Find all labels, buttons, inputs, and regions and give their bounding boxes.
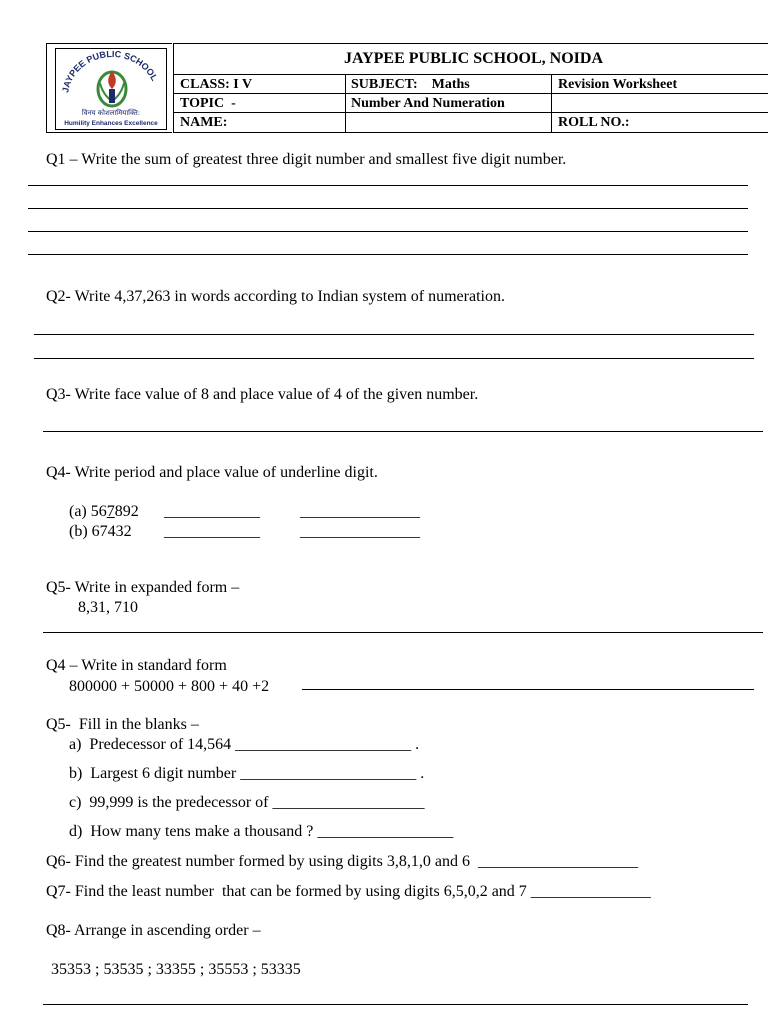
roll-label: ROLL NO.: — [558, 115, 630, 130]
fill-blank-c: c) 99,999 is the predecessor of ___________________ — [69, 794, 425, 811]
question-6: Q6- Find the greatest number formed by using digits 3,8,1,0 and 6 ____________________ — [46, 853, 638, 870]
question-7: Q7- Find the least number that can be formed by using digits 6,5,0,2 and 7 _______________ — [46, 883, 651, 900]
answer-line — [28, 254, 748, 255]
topic-value: Number And Numeration — [351, 96, 505, 111]
underlined-digit: 7 — [106, 503, 115, 520]
q4-b-blank-period: ____________ — [164, 523, 260, 540]
answer-line — [34, 334, 754, 335]
answer-line — [28, 185, 748, 186]
class-label: CLASS: I V — [180, 77, 253, 92]
q8-numbers: 35353 ; 53535 ; 33355 ; 35553 ; 53335 — [51, 961, 301, 978]
answer-line — [43, 431, 763, 432]
answer-line — [28, 208, 748, 209]
question-1: Q1 – Write the sum of greatest three digit number and smallest five digit number. — [46, 151, 567, 168]
q5-number: 8,31, 710 — [78, 599, 138, 616]
info-table — [173, 43, 768, 133]
fill-blank-a: a) Predecessor of 14,564 ______________________ . — [69, 736, 420, 753]
question-5-fill-blanks: Q5- Fill in the blanks – — [46, 716, 199, 733]
q4-item-a: (a) 567892 — [69, 503, 139, 520]
logo-hindi-motto: विनय कोशलामियाक्ति: — [81, 109, 141, 117]
question-5-expanded: Q5- Write in expanded form – — [46, 579, 240, 596]
q4-b-blank-place: _______________ — [300, 523, 420, 540]
question-4-standard-form: Q4 – Write in standard form — [46, 657, 227, 674]
topic-label: TOPIC - — [180, 96, 236, 111]
q4-a-blank-place: _______________ — [300, 503, 420, 520]
logo-frame — [46, 43, 172, 133]
logo-motto: Humility Enhances Excellence — [64, 120, 158, 127]
fill-blank-d: d) How many tens make a thousand ? _________________ — [69, 823, 454, 840]
q4-item-b: (b) 67432 — [69, 523, 132, 540]
answer-line — [43, 1004, 748, 1005]
name-label: NAME: — [180, 115, 228, 130]
standard-form-expression: 800000 + 50000 + 800 + 40 +2 — [69, 678, 270, 695]
answer-line — [28, 231, 748, 232]
answer-line — [302, 689, 754, 690]
q4-a-blank-period: ____________ — [164, 503, 260, 520]
answer-line — [43, 632, 763, 633]
question-8: Q8- Arrange in ascending order – — [46, 922, 261, 939]
fill-blank-b: b) Largest 6 digit number ______________________ . — [69, 765, 425, 782]
school-emblem-icon — [56, 49, 166, 129]
worksheet-label: Revision Worksheet — [558, 77, 678, 92]
worksheet-header — [46, 43, 768, 133]
logo-arc-text: JAYPEE PUBLIC SCHOOL — [60, 49, 160, 94]
question-2: Q2- Write 4,37,263 in words according to Indian system of numeration. — [46, 288, 505, 305]
question-3: Q3- Write face value of 8 and place value of 4 of the given number. — [46, 386, 479, 403]
subject-label: SUBJECT: Maths — [351, 77, 470, 92]
answer-line — [34, 358, 754, 359]
question-4: Q4- Write period and place value of underline digit. — [46, 464, 378, 481]
school-logo — [55, 48, 167, 130]
school-name: JAYPEE PUBLIC SCHOOL, NOIDA — [343, 50, 603, 67]
